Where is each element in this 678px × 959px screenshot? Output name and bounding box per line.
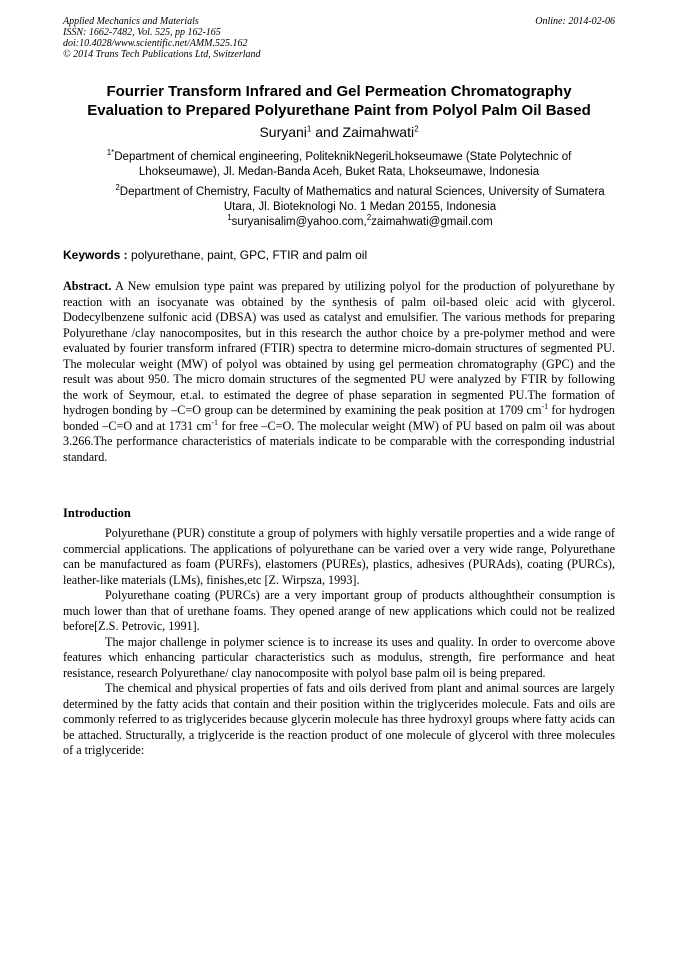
author-2: and Zaimahwati [311, 124, 415, 140]
author-list [40, 123, 638, 141]
email-1-link[interactable]: suryanisalim@yahoo.com, [231, 216, 367, 228]
author-1-sup: 1 [306, 124, 312, 134]
author-1: Suryani [259, 124, 307, 140]
intro-paragraph-1: Polyurethane (PUR) constitute a group of polymers with highly versatile properties and a wide range of commercial applications. The applications of polyurethane can be varied over a very wide range, Polyurethane can be manufactured as foam (PURFs), elastomers (PUREs), plastics, adhesives (PURAds), coating (PURCs), leather-like materials (LMs), finishes,etc [Z. Wirpsza, 1993]. [63, 526, 615, 587]
journal-name: Applied Mechanics and Materials [63, 16, 199, 27]
journal-doi: doi:10.4028/www.scientific.net/AMM.525.162 [63, 38, 248, 49]
affiliation-2 [110, 185, 610, 230]
journal-issn: ISSN: 1662-7482, Vol. 525, pp 162-165 [63, 27, 221, 38]
abstract-label: Abstract. [63, 279, 112, 293]
keywords-text: polyurethane, paint, GPC, FTIR and palm oil [127, 248, 368, 262]
journal-meta [63, 16, 261, 60]
intro-paragraph-3: The major challenge in polymer science is to increase its uses and quality. In order to overcome above features which enhancing particular characteristics such as modulus, strength, fire performance and heat resistance, research Polyurethane/ clay nanocomposite with polyol base palm oil is being prepared. [63, 634, 615, 680]
affiliation-2-sup: 2 [115, 183, 120, 193]
title-line-2: Evaluation to Prepared Polyurethane Paint from Polyol Palm Oil Based [87, 102, 591, 119]
abstract-text-3: for free –C=O. The molecular weight (MW) of PU based on palm oil was about 3.266.The performance characteristics of materials indicate to be comparable with the corresponding industrial standard. [63, 418, 616, 464]
affiliation-1-sup: 1* [106, 148, 115, 158]
paper-title [40, 82, 638, 120]
author-2-sup: 2 [414, 124, 419, 134]
affiliation-1 [84, 150, 594, 180]
abstract [63, 279, 615, 465]
keywords [63, 248, 615, 263]
abstract-text-1: A New emulsion type paint was prepared by utilizing polyol for the production of polyurethane by reaction with an isocyanate was obtained by the synthesis of palm oil-based oleic acid with glycerol. Dodecylbenzene sulfonic acid (DBSA) was used as catalyst and emulsifier. The various methods for preparing Polyurethane /clay nanocomposites, but in this research the author choice by a pre-polymer method and were evaluated by fourier transform infrared (FTIR) spectra to determine micro-domain structures of segmented PU. The molecular weight (MW) of polyol was obtained by using gel permeation chromatography (GPC) and the result was about 950. The micro domain structures of the segmented PU were analyzed by FTIR by following the work of Seymour, et.al. to estimated the degree of phase separation in segmented PU.The formation of hydrogen bonding by –C=O group can be determined by examining the peak position at 1709 cm [63, 279, 615, 417]
intro-paragraph-4: The chemical and physical properties of fats and oils derived from plant and animal sources are largely determined by the fatty acids that contain and their position within the triglycerides molecule. Fats and oils are commonly referred to as triglycerides because glycerin molecule has three hydroxyl groups where fatty acids can be attached. Structurally, a triglyceride is the reaction product of one molecule of glycerol with three molecules of a triglyceride: [63, 681, 615, 757]
email-line [110, 215, 610, 230]
title-line-1: Fourrier Transform Infrared and Gel Permeation Chromatography [106, 83, 572, 100]
journal-copyright: © 2014 Trans Tech Publications Ltd, Switzerland [63, 49, 261, 60]
email-1-sup: 1 [227, 213, 232, 223]
affiliation-2-text: Department of Chemistry, Faculty of Mathematics and natural Sciences, University of Sumatera Utara, Jl. Bioteknologi No. 1 Medan 20155, Indonesia [119, 186, 605, 213]
section-heading-introduction: Introduction [63, 506, 131, 520]
affiliation-1-text: Department of chemical engineering, PoliteknikNegeriLhokseumawe (State Polytechnic of Lhokseumawe), Jl. Medan-Banda Aceh, Buket Rata, Lhokseumawe, Indonesia [114, 151, 572, 178]
email-2-sup: 2 [366, 213, 372, 223]
intro-paragraph-2: Polyurethane coating (PURCs) are a very important group of products althoughtheir consumption is much lower than that of urethane foams. They opened arange of new applications which could not be realized before[Z.S. Petrovic, 1991]. [63, 588, 615, 633]
abstract-sup-1: -1 [541, 401, 549, 411]
email-2-link[interactable]: zaimahwati@gmail.com [371, 216, 493, 228]
online-date: Online: 2014-02-06 [535, 16, 615, 27]
abstract-sup-2: -1 [211, 417, 219, 427]
abstract-text-2: for hydrogen bonded –C=O and at 1731 cm [63, 403, 615, 433]
introduction-body [63, 526, 615, 759]
keywords-label: Keywords : [63, 248, 128, 262]
